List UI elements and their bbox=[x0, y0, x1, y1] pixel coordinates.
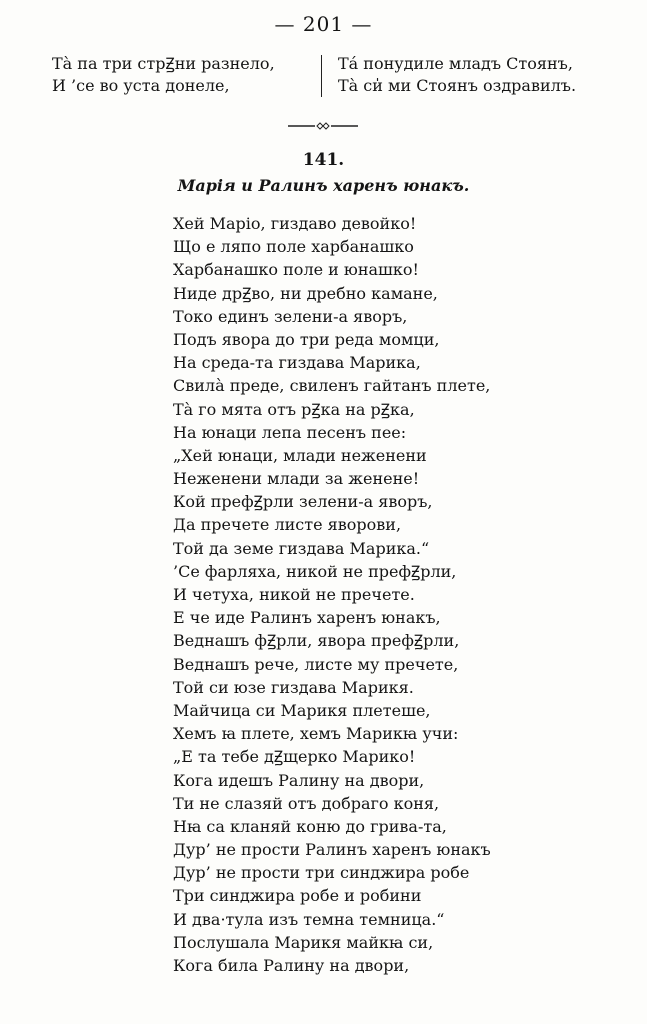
poem-line: Три синджира робе и робини bbox=[173, 886, 422, 906]
continued-verse-right bbox=[338, 53, 576, 97]
poem-number: 141. bbox=[302, 150, 345, 170]
section-divider-ornament bbox=[288, 122, 358, 130]
poem-line: Ниде дрꙂво, ни дребно камане, bbox=[173, 283, 438, 303]
poem-line: И четуха, никой не пречете. bbox=[173, 585, 415, 604]
poem-line: ’Се фарляха, никой не префꙂрли, bbox=[173, 561, 457, 581]
poem-line: Що е ляпо поле харбанашко bbox=[173, 237, 414, 257]
poem-line: Той си юзе гиздава Марикя. bbox=[173, 677, 414, 697]
verse-line: Тá понудиле младъ Стоянъ, bbox=[338, 54, 573, 73]
poem-line: Веднашъ фꙂрли, явора префꙂрли, bbox=[173, 631, 460, 651]
poem-line: Нꙗ са кланяй коню до грива-та, bbox=[173, 816, 447, 836]
poem-line: Свилà преде, свиленъ гайтанъ плете, bbox=[173, 376, 491, 396]
poem-line: Неженени млади за женене! bbox=[173, 469, 420, 489]
poem-line: Майчица си Марикя плетеше, bbox=[173, 700, 431, 720]
poem-line: Харбанашко поле и юнашко! bbox=[173, 260, 419, 280]
verse-line: Тà си̍ ми Стоянъ оздравилъ. bbox=[338, 76, 577, 95]
poem-line: Е че иде Ралинъ харенъ юнакъ, bbox=[173, 608, 441, 628]
verse-line: И ’се во уста донеле, bbox=[52, 76, 230, 95]
poem-line: Дур’ не прости Ралинъ харенъ юнакъ bbox=[173, 840, 491, 860]
poem-line: „Хей юнаци, млади неженени bbox=[173, 445, 427, 465]
poem-line: Токо единъ зелени-а яворъ, bbox=[173, 306, 408, 326]
poem-line: На юнаци лепа песенъ пее: bbox=[173, 422, 407, 442]
poem-line: Той да земе гиздава Марика.“ bbox=[173, 538, 430, 558]
poem-line: Подъ явора до три реда момци, bbox=[173, 329, 440, 349]
verse-line: Тà па три стрꙂни разнело, bbox=[52, 54, 275, 73]
poem-line: Тà го мята отъ рꙂка на рꙂка, bbox=[173, 399, 415, 419]
poem-line: Кой префꙂрли зелени-а яворъ, bbox=[173, 492, 433, 512]
poem-line: Хемъ ꙗ плете, хемъ Марикꙗ учи: bbox=[173, 724, 459, 744]
poem-title: Марія и Ралинъ харенъ юнакъ. bbox=[177, 176, 470, 195]
poem-line: Ти не слазяй отъ добраго коня, bbox=[173, 793, 440, 813]
poem-line: Хей Маріо, гиздаво девойко! bbox=[173, 214, 417, 233]
poem-line: „Е та тебе дꙂщерко Марико! bbox=[173, 747, 416, 767]
poem-line: Да пречете листе яворови, bbox=[173, 515, 402, 535]
poem-line: Дур’ не прости три синджира робе bbox=[173, 863, 470, 883]
poem-line: Веднашъ рече, листе му пречете, bbox=[173, 654, 459, 674]
column-divider bbox=[321, 55, 322, 97]
continued-verse-left bbox=[52, 53, 275, 97]
continued-verse-columns bbox=[0, 53, 647, 103]
poem-line: Послушала Марикя майкꙗ си, bbox=[173, 932, 434, 952]
poem-line: Кога идешъ Ралину на двори, bbox=[173, 770, 425, 790]
poem-body bbox=[173, 212, 491, 977]
poem-line: Кога била Ралину на двори, bbox=[173, 956, 410, 975]
poem-line: На среда-та гиздава Марика, bbox=[173, 353, 421, 373]
page-number: — 201 — bbox=[274, 12, 373, 36]
poem-line: И два·тула изъ темна темница.“ bbox=[173, 909, 445, 929]
